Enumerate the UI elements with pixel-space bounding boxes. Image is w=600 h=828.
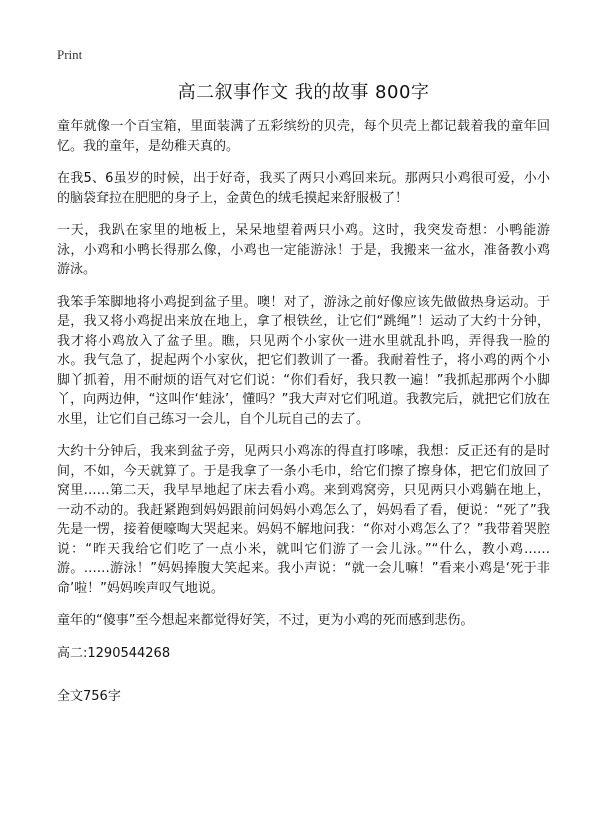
print-link[interactable]: Print bbox=[57, 47, 83, 62]
article-paragraph: 大约十分钟后，我来到盆子旁，见两只小鸡冻的得直打哆嗦，我想：反正还有的是时间，不如，今天就算了。于是我拿了一条小毛巾，给它们擦了擦身体，把它们放回了窝里……第二天，我早早地起了床去看小鸡。来到鸡窝旁，只见两只小鸡躺在地上，一动不动的。我赶紧跑到妈妈跟前问妈妈小鸡怎么了，妈妈看了看，便说：“死了”我先是一愣，接着便嚎啕大哭起来。妈妈不解地问我：“你对小鸡怎么了？”我带着哭腔说：“昨天我给它们吃了一点小米，就叫它们游了一会儿泳。”“什么，教小鸡……游。……游泳！”妈妈捧腹大笑起来。我小声说：“就一会儿嘛！”看来小鸡是‘死于非命’啦！”妈妈唉声叹气地说。 bbox=[57, 444, 550, 596]
article-title: 高二叙事作文 我的故事 800字 bbox=[177, 82, 430, 103]
article-paragraph: 童年就像一个百宝箱，里面装满了五彩缤纷的贝壳，每个贝壳上都记载着我的童年回忆。我的童年，是幼稚天真的。 bbox=[57, 119, 550, 154]
article-paragraph: 在我5、6虽岁的时候，出于好奇，我买了两只小鸡回来玩。那两只小鸡很可爱，小小的脑袋耷拉在肥肥的身子上，金黄色的绒毛摸起来舒服极了！ bbox=[57, 171, 550, 206]
article-paragraph: 一天，我趴在家里的地板上，呆呆地望着两只小鸡。这时，我突发奇想：小鸭能游泳，小鸡和小鸭长得那么像，小鸡也一定能游泳！于是，我搬来一盆水，准备教小鸡游泳。 bbox=[57, 223, 550, 277]
article-paragraph: 我笨手笨脚地将小鸡捉到盆子里。噢！对了，游泳之前好像应该先做做热身运动。于是，我又将小鸡捉出来放在地上，拿了根铁丝，让它们“跳绳”！运动了大约十分钟，我才将小鸡放入了盆子里。瞧，只见两个小家伙一进水里就乱扑呜，弄得我一脸的水。我气急了，捉起两个小家伙，把它们教训了一番。我耐着性子，将小鸡的两个小脚丫抓着，用不耐烦的语气对它们说：“你们看好，我只教一遍！”我抓起那两个小脚丫，向两边伸，“这叫作‘蛙泳’，懂吗？”我大声对它们吼道。我教完后，就把它们放在水里，让它们自己练习一会儿，自个儿玩自己的去了。 bbox=[57, 294, 550, 427]
article-paragraph: 童年的“傻事”至今想起来都觉得好笑，不过，更为小鸡的死而感到悲伤。 bbox=[57, 613, 474, 628]
word-count: 全文756字 bbox=[57, 688, 121, 704]
grade-line: 高二:1290544268 bbox=[57, 645, 171, 661]
